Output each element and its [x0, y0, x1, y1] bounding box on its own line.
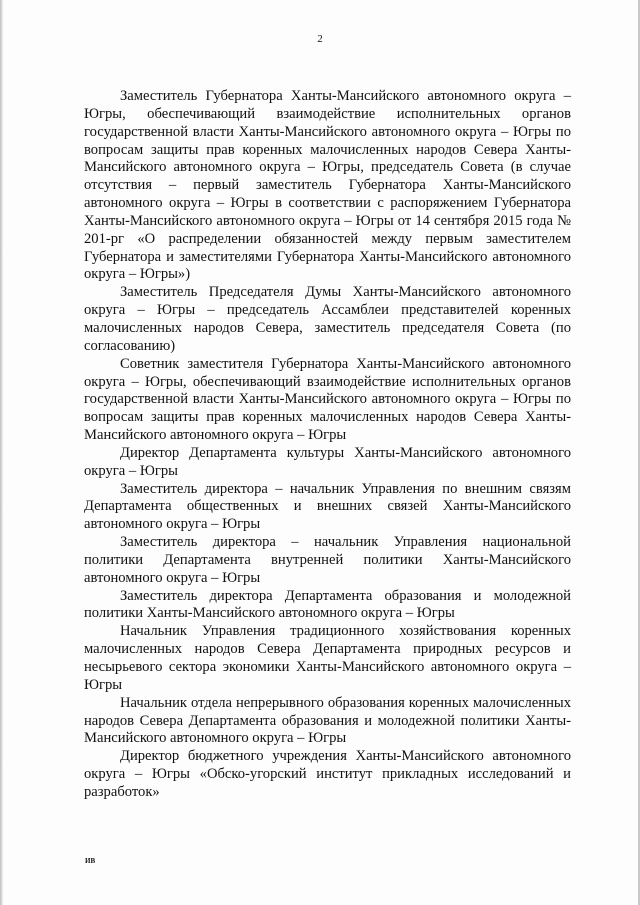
member-entry-9: Начальник отдела непрерывного образования коренных малочисленных народов Севера Департамента образования и молодежной политики Ханты-Мансийского автономного округа – Югры — [84, 694, 571, 747]
member-entry-6: Заместитель директора – начальник Управления национальной политики Департамента внутренней политики Ханты-Мансийского автономного округа – Югры — [84, 534, 571, 586]
page-number: 2 — [317, 33, 323, 45]
member-entry-3: Советник заместителя Губернатора Ханты-Мансийского автономного округа – Югры, обеспечивающий взаимодействие исполнительных органов государственной власти Ханты-Мансийского автономного округа – Югры по вопросам защиты прав коренных малочисленных народов Севера Ханты-Мансийского автономного округа – Югры — [84, 355, 571, 444]
member-entry-4: Директор Департамента культуры Ханты-Мансийского автономного округа – Югры — [84, 444, 571, 479]
member-entry-10: Директор бюджетного учреждения Ханты-Мансийского автономного округа – Югры «Обско-угорский институт прикладных исследований и разработок» — [84, 748, 571, 800]
member-entry-1: Заместитель Губернатора Ханты-Мансийского автономного округа – Югры, обеспечивающий взаимодействие исполнительных органов государственной власти Ханты-Мансийского автономного округа – Югры по вопросам защиты прав коренных малочисленных народов Севера Ханты-Мансийского автономного округа – Югры, председатель Совета (в случае отсутствия – первый заместитель Губернатора Ханты-Мансийского автономного округа – Югры в соответствии с распоряжением Губернатора Ханты-Мансийского автономного округа – Югры от 14 сентября 2015 года № 201-рг «О распределении обязанностей между первым заместителем Губернатора и заместителями Губернатора Ханты-Мансийского автономного округа – Югры») — [84, 88, 571, 283]
scan-edge-left — [0, 0, 3, 905]
executor-mark: ИВ — [85, 857, 96, 865]
member-list — [84, 88, 571, 802]
member-entry-2: Заместитель Председателя Думы Ханты-Мансийского автономного округа – Югры – председатель Ассамблеи представителей коренных малочисленных народов Севера, заместитель председателя Совета (по согласованию) — [84, 284, 571, 354]
member-entry-7: Заместитель директора Департамента образования и молодежной политики Ханты-Мансийского автономного округа – Югры — [84, 587, 571, 622]
member-entry-8: Начальник Управления традиционного хозяйствования коренных малочисленных народов Севера Департамента природных ресурсов и несырьевого сектора экономики Ханты-Мансийского автономного округа – Югры — [84, 623, 571, 693]
member-entry-5: Заместитель директора – начальник Управления по внешним связям Департамента общественных и внешних связей Ханты-Мансийского автономного округа – Югры — [84, 480, 571, 533]
